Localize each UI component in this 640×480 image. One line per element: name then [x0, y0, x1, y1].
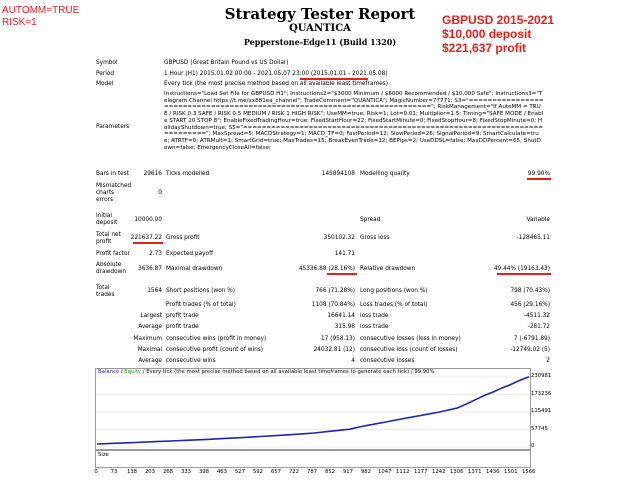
x-tick-label: 1047 — [378, 469, 392, 475]
gross-profit-label: Gross profit — [166, 235, 200, 241]
legend-balance: Balance — [98, 369, 120, 375]
y-tick-label: 0 — [531, 443, 535, 449]
mismatched-value: 0 — [158, 190, 162, 196]
average-profit-trade-label: profit trade — [166, 324, 199, 330]
report-subtitle: QUANTICA — [289, 23, 351, 34]
y-tick-label: 57745 — [531, 425, 548, 432]
profit-note: $221,637 profit — [442, 41, 527, 55]
maximal-drawdown-label: Maximal drawdown — [166, 266, 223, 272]
model-value: Every tick (the most precise method based on all available least timeframes) — [164, 81, 388, 87]
profit-factor-value: 2.73 — [149, 251, 162, 257]
average-loss-trade-label: loss trade — [360, 324, 389, 330]
relative-drawdown-value: 49.44% (19163.43) — [493, 266, 550, 272]
long-positions-value: 798 (70.43%) — [510, 288, 550, 294]
y-tick-label: 173236 — [531, 390, 552, 397]
initial-deposit-value: 10000.00 — [134, 217, 162, 223]
period-value: 1 Hour (H1) 2015.01.02 00:00 - 2021.05.07 23:00 (2015.01.01 - 2021.05.08) — [164, 71, 388, 77]
legend-separator: / — [119, 369, 125, 375]
total-trades-label: Total trades — [96, 285, 115, 298]
maximal-label: Maximal — [137, 347, 162, 353]
ticks-value: 145894108 — [321, 171, 355, 177]
absolute-drawdown-label: Absolute drawdown — [96, 262, 126, 275]
quality-underline — [527, 178, 551, 180]
ticks-label: Ticks modelled — [166, 171, 210, 177]
symbol-value: GBPUSD (Great Britain Pound vs US Dollar) — [164, 60, 289, 66]
gross-profit-value: 350102.32 — [323, 235, 355, 241]
avg-consecutive-wins-value: 4 — [351, 358, 355, 364]
x-tick-label: 138 — [126, 469, 138, 475]
x-tick-label: 1242 — [432, 469, 446, 475]
initial-deposit-label: Initial deposit — [96, 213, 118, 226]
maximal-drawdown-underline — [327, 273, 357, 275]
spread-value: Variable — [526, 217, 550, 223]
legend-equity: Equity — [124, 369, 142, 375]
x-tick-label: 1177 — [414, 469, 428, 475]
x-tick-label: 0 — [94, 469, 98, 475]
largest-loss-trade-label: loss trade — [360, 313, 389, 319]
max-consecutive-losses-label: consecutive losses (loss in money) — [360, 336, 461, 342]
max-consecutive-profit-label: consecutive profit (count of wins) — [166, 347, 264, 353]
size-panel — [95, 450, 531, 468]
report-build: Pepperstone-Edge11 (Build 1320) — [243, 37, 397, 47]
x-tick-label: 1501 — [504, 469, 518, 475]
loss-trades-value: 456 (29.16%) — [510, 302, 550, 308]
absolute-drawdown-value: 3636.87 — [138, 266, 162, 272]
profit-trades-label: Profit trades (% of total) — [166, 302, 236, 308]
total-trades-value: 1564 — [147, 288, 162, 294]
net-profit-label: Total net profit — [96, 232, 121, 245]
mismatched-label: Mismatched charts errors — [96, 183, 132, 203]
y-tick-label: 115491 — [531, 408, 552, 414]
parameters-label: Parameters — [96, 124, 130, 130]
x-tick-label: 333 — [180, 469, 192, 475]
x-tick-label: 463 — [216, 469, 228, 475]
max-consecutive-loss-label: consecutive loss (count of losses) — [360, 347, 458, 353]
largest-profit-trade-label: profit trade — [166, 313, 199, 319]
quality-value: 99.90% — [527, 171, 550, 177]
x-tick-label: 722 — [288, 469, 300, 475]
largest-loss-trade-value: -4511.32 — [523, 313, 550, 319]
period-label: Period — [96, 71, 115, 77]
balance-series-line — [97, 377, 529, 444]
quality-label: Modelling quality — [360, 171, 410, 177]
x-tick-label: 203 — [144, 469, 156, 475]
x-tick-label: 917 — [342, 469, 354, 475]
x-tick-label: 268 — [162, 469, 174, 475]
max-consecutive-losses-value: 7 (-6791.89) — [513, 336, 550, 342]
bars-label: Bars in test — [96, 171, 130, 177]
max-consecutive-wins-label: consecutive wins (profit in money) — [166, 336, 267, 342]
bars-value: 29616 — [143, 171, 162, 177]
avg-consecutive-losses-label: consecutive losses — [360, 358, 415, 364]
legend-description: / Every tick (the most precise method based on all available least timeframes to generate each tick) / 99.90% — [141, 369, 435, 375]
x-tick-label: 982 — [360, 469, 372, 475]
relative-drawdown-underline — [497, 273, 551, 275]
gross-loss-label: Gross loss — [360, 235, 390, 241]
profit-trades-value: 1108 (70.84%) — [311, 302, 355, 308]
short-positions-value: 766 (71.28%) — [315, 288, 355, 294]
x-tick-label: 1566 — [522, 469, 536, 475]
average-loss-trade-value: -281.72 — [527, 324, 550, 330]
automm-note: AUTOMM=TRUE — [2, 5, 80, 16]
largest-label: Largest — [140, 313, 162, 319]
largest-profit-trade-value: 16641.14 — [327, 313, 355, 319]
x-tick-label: 592 — [252, 469, 264, 475]
x-tick-label: 1436 — [486, 469, 500, 475]
size-label: Size — [98, 452, 109, 458]
expected-payoff-value: 141.71 — [334, 251, 355, 257]
spread-label: Spread — [360, 217, 381, 223]
x-tick-label: 527 — [234, 469, 246, 475]
avg-consecutive-wins-label: consecutive wins — [166, 358, 216, 364]
x-tick-label: 787 — [306, 469, 318, 475]
relative-drawdown-label: Relative drawdown — [360, 266, 416, 272]
x-tick-label: 1371 — [468, 469, 482, 475]
long-positions-label: Long positions (won %) — [360, 288, 428, 294]
chart-plot — [96, 369, 530, 449]
net-profit-underline — [133, 242, 163, 244]
maximal-drawdown-value: 45336.88 (28.16%) — [298, 266, 355, 272]
period-underline — [300, 78, 368, 80]
model-label: Model — [96, 81, 114, 87]
x-tick-label: 73 — [110, 469, 118, 475]
y-tick-label: 230981 — [531, 373, 552, 379]
short-positions-label: Short positions (won %) — [166, 288, 236, 294]
net-profit-value: 221637.22 — [130, 235, 162, 241]
x-tick-label: 1306 — [450, 469, 464, 475]
x-tick-label: 398 — [198, 469, 210, 475]
pair-period-note: GBPUSD 2015-2021 — [442, 13, 555, 27]
deposit-note: $10,000 deposit — [442, 27, 532, 41]
average-consecutive-label: Average — [138, 358, 162, 364]
average-label: Average — [138, 324, 162, 330]
report-title: Strategy Tester Report — [224, 5, 416, 23]
symbol-label: Symbol — [96, 60, 118, 66]
max-consecutive-wins-value: 17 (958.13) — [320, 336, 355, 342]
risk-value-note: RISK=1 — [2, 17, 37, 28]
max-consecutive-profit-value: 24032.81 (12) — [313, 347, 355, 353]
x-tick-label: 852 — [324, 469, 336, 475]
x-tick-label: 1112 — [396, 469, 410, 475]
maximum-label: Maximum — [133, 336, 162, 342]
parameters-value: Instructions="Load Set File for GBPUSD H1"; Instructions2="$3000 Minimum / $6000 Recommended / $10,000 Safe"; Instructions3="Telegram Channel https://t.me/xx881ea_channel"; TradeComment="QUANTICA"; MagicNumber=77771; S3="========================================================================="; RiskManagement="If AutoMM = TRUE / RISK 0.3 SAFE / RISK 0.5 MEDIUM / RISK 1 HIGH RISK"; UseMM=true; Risk=1; Lot=0.01; Multiplier=1.5; Timing="SAFE MODE / Enable START 20 STOP 8"; EnableFixedTradingHour=true; FixedStartHour=22; FixedStartMinute=0; FixedStopHour=8; FixedStopMinute=0; HolidayShutdown=true; S5="========================================================================="; MaxSpread=5; MACDStrategy=1; MACD_TF=0; FastPeriod=12; SlowPeriod=26; SignalPeriod=9; SmartCalculate=true; ATRTF=0; ATRMult=1; SmartGrid=true; MaxTrades=15; BreakEvenTrade=12; BEPips=2; UseDDSL=false; MaxDDPercent=65; ShutDown=false; EmergencyCloseAll=false; — [164, 91, 544, 151]
profit-factor-label: Profit factor — [96, 251, 130, 257]
avg-consecutive-losses-value: 2 — [546, 358, 550, 364]
loss-trades-label: Loss trades (% of total) — [360, 302, 428, 308]
x-tick-label: 657 — [270, 469, 282, 475]
gross-loss-value: -128465.11 — [516, 235, 550, 241]
expected-payoff-label: Expected payoff — [166, 251, 214, 257]
average-profit-trade-value: 315.98 — [334, 324, 355, 330]
balance-chart — [95, 368, 531, 450]
max-consecutive-loss-value: -12749.02 (5) — [510, 347, 550, 353]
